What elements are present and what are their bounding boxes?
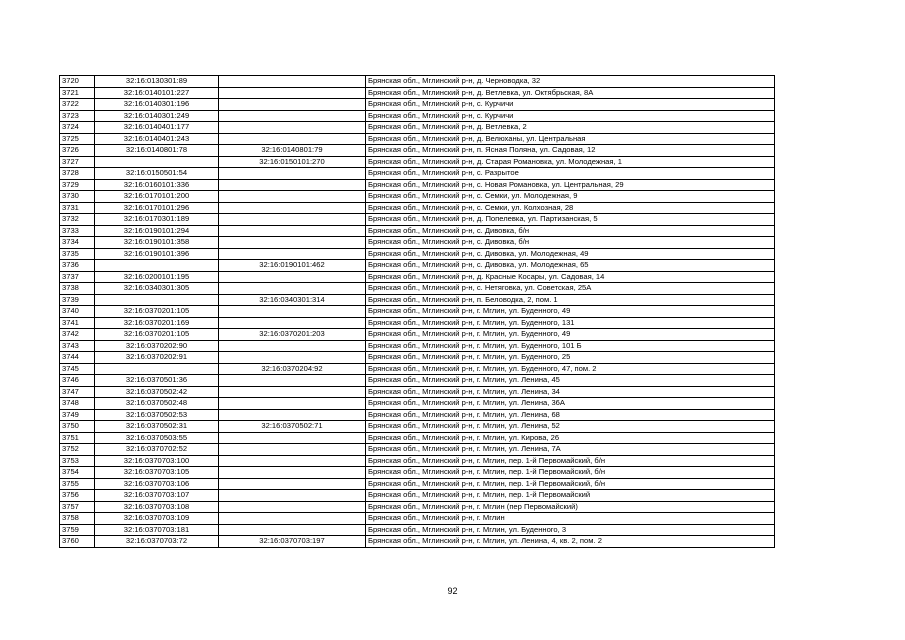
table-row	[60, 283, 775, 295]
table-row	[60, 306, 775, 318]
row-number-cell: 3735	[60, 248, 95, 260]
cadastral-number-cell: 32:16:0370202:90	[95, 340, 219, 352]
cadastral-number-cell: 32:16:0150501:54	[95, 168, 219, 180]
address-cell: Брянская обл., Мглинский р-н, г. Мглин, пер. 1-й Первомайский	[366, 490, 775, 502]
cadastral-number-cell: 32:16:0140401:177	[95, 122, 219, 134]
row-number-cell: 3720	[60, 76, 95, 88]
cadastral-number-cell: 32:16:0370703:109	[95, 513, 219, 525]
cadastral-number-cell: 32:16:0130301:89	[95, 76, 219, 88]
row-number-cell: 3738	[60, 283, 95, 295]
cadastral-number-cell: 32:16:0370703:72	[95, 536, 219, 548]
address-cell: Брянская обл., Мглинский р-н, п. Беловодка, 2, пом. 1	[366, 294, 775, 306]
row-number-cell: 3727	[60, 156, 95, 168]
address-cell: Брянская обл., Мглинский р-н, д. Старая Романовка, ул. Молодежная, 1	[366, 156, 775, 168]
cadastral-number-cell: 32:16:0140801:78	[95, 145, 219, 157]
address-cell: Брянская обл., Мглинский р-н, д. Попелевка, ул. Партизанская, 5	[366, 214, 775, 226]
address-cell: Брянская обл., Мглинский р-н, г. Мглин, ул. Ленина, 52	[366, 421, 775, 433]
row-number-cell: 3741	[60, 317, 95, 329]
row-number-cell: 3740	[60, 306, 95, 318]
table-row	[60, 271, 775, 283]
related-cadastral-number-cell: 32:16:0370703:197	[219, 536, 366, 548]
cadastral-number-cell: 32:16:0160101:336	[95, 179, 219, 191]
address-cell: Брянская обл., Мглинский р-н, с. Дивовка, б/н	[366, 225, 775, 237]
address-cell: Брянская обл., Мглинский р-н, п. Ясная Поляна, ул. Садовая, 12	[366, 145, 775, 157]
address-cell: Брянская обл., Мглинский р-н, с. Дивовка, ул. Молодежная, 49	[366, 248, 775, 260]
table-row	[60, 340, 775, 352]
related-cadastral-number-cell	[219, 467, 366, 479]
cadastral-number-cell: 32:16:0370201:169	[95, 317, 219, 329]
table-row	[60, 536, 775, 548]
address-cell: Брянская обл., Мглинский р-н, г. Мглин, ул. Буденного, 3	[366, 524, 775, 536]
related-cadastral-number-cell	[219, 237, 366, 249]
table-row	[60, 432, 775, 444]
related-cadastral-number-cell	[219, 386, 366, 398]
address-cell: Брянская обл., Мглинский р-н, г. Мглин, ул. Буденного, 49	[366, 329, 775, 341]
cadastral-number-cell: 32:16:0370703:107	[95, 490, 219, 502]
table-row	[60, 398, 775, 410]
address-cell: Брянская обл., Мглинский р-н, с. Дивовка, ул. Молодежная, 65	[366, 260, 775, 272]
address-cell: Брянская обл., Мглинский р-н, г. Мглин, пер. 1-й Первомайский, б/н	[366, 478, 775, 490]
row-number-cell: 3757	[60, 501, 95, 513]
address-cell: Брянская обл., Мглинский р-н, г. Мглин, ул. Буденного, 25	[366, 352, 775, 364]
row-number-cell: 3759	[60, 524, 95, 536]
address-cell: Брянская обл., Мглинский р-н, г. Мглин, ул. Ленина, 7А	[366, 444, 775, 456]
address-cell: Брянская обл., Мглинский р-н, д. Ветлевка, ул. Октябрьская, 8А	[366, 87, 775, 99]
row-number-cell: 3753	[60, 455, 95, 467]
row-number-cell: 3747	[60, 386, 95, 398]
cadastral-number-cell: 32:16:0140101:227	[95, 87, 219, 99]
related-cadastral-number-cell	[219, 179, 366, 191]
related-cadastral-number-cell	[219, 375, 366, 387]
cadastral-number-cell	[95, 294, 219, 306]
table-row	[60, 110, 775, 122]
cadastral-number-cell: 32:16:0370502:48	[95, 398, 219, 410]
related-cadastral-number-cell	[219, 306, 366, 318]
page-number: 92	[447, 586, 458, 596]
table-row	[60, 87, 775, 99]
cadastral-number-cell: 32:16:0370502:31	[95, 421, 219, 433]
table-row	[60, 444, 775, 456]
row-number-cell: 3743	[60, 340, 95, 352]
table-row	[60, 237, 775, 249]
row-number-cell: 3760	[60, 536, 95, 548]
address-cell: Брянская обл., Мглинский р-н, д. Ветлевка, 2	[366, 122, 775, 134]
related-cadastral-number-cell	[219, 352, 366, 364]
row-number-cell: 3751	[60, 432, 95, 444]
row-number-cell: 3723	[60, 110, 95, 122]
related-cadastral-number-cell	[219, 283, 366, 295]
address-cell: Брянская обл., Мглинский р-н, г. Мглин, ул. Буденного, 47, пом. 2	[366, 363, 775, 375]
table-row	[60, 225, 775, 237]
cadastral-number-cell: 32:16:0140301:196	[95, 99, 219, 111]
related-cadastral-number-cell	[219, 432, 366, 444]
address-cell: Брянская обл., Мглинский р-н, г. Мглин, ул. Ленина, 34	[366, 386, 775, 398]
related-cadastral-number-cell	[219, 501, 366, 513]
address-cell: Брянская обл., Мглинский р-н, г. Мглин, ул. Ленина, 36А	[366, 398, 775, 410]
table-row	[60, 329, 775, 341]
registry-table	[59, 75, 775, 548]
row-number-cell: 3758	[60, 513, 95, 525]
table-row	[60, 421, 775, 433]
related-cadastral-number-cell	[219, 202, 366, 214]
cadastral-number-cell	[95, 363, 219, 375]
related-cadastral-number-cell: 32:16:0370201:203	[219, 329, 366, 341]
related-cadastral-number-cell	[219, 225, 366, 237]
row-number-cell: 3732	[60, 214, 95, 226]
cadastral-number-cell	[95, 260, 219, 272]
row-number-cell: 3730	[60, 191, 95, 203]
related-cadastral-number-cell	[219, 513, 366, 525]
address-cell: Брянская обл., Мглинский р-н, с. Курчичи	[366, 99, 775, 111]
cadastral-number-cell: 32:16:0140401:243	[95, 133, 219, 145]
address-cell: Брянская обл., Мглинский р-н, с. Курчичи	[366, 110, 775, 122]
related-cadastral-number-cell	[219, 122, 366, 134]
table-row	[60, 260, 775, 272]
cadastral-number-cell: 32:16:0370703:181	[95, 524, 219, 536]
address-cell: Брянская обл., Мглинский р-н, с. Семки, ул. Молодежная, 9	[366, 191, 775, 203]
table-row	[60, 214, 775, 226]
row-number-cell: 3748	[60, 398, 95, 410]
cadastral-number-cell: 32:16:0370702:52	[95, 444, 219, 456]
table-row	[60, 133, 775, 145]
related-cadastral-number-cell	[219, 317, 366, 329]
row-number-cell: 3754	[60, 467, 95, 479]
table-row	[60, 455, 775, 467]
table-row	[60, 409, 775, 421]
table-row	[60, 501, 775, 513]
cadastral-number-cell: 32:16:0200101:195	[95, 271, 219, 283]
cadastral-number-cell: 32:16:0370501:36	[95, 375, 219, 387]
related-cadastral-number-cell: 32:16:0370502:71	[219, 421, 366, 433]
related-cadastral-number-cell: 32:16:0190101:462	[219, 260, 366, 272]
related-cadastral-number-cell	[219, 110, 366, 122]
table-row	[60, 99, 775, 111]
table-row	[60, 294, 775, 306]
row-number-cell: 3721	[60, 87, 95, 99]
table-row	[60, 248, 775, 260]
table-row	[60, 168, 775, 180]
related-cadastral-number-cell	[219, 214, 366, 226]
cadastral-number-cell: 32:16:0370703:105	[95, 467, 219, 479]
row-number-cell: 3756	[60, 490, 95, 502]
related-cadastral-number-cell	[219, 271, 366, 283]
registry-table-body	[60, 76, 775, 548]
related-cadastral-number-cell: 32:16:0370204:92	[219, 363, 366, 375]
address-cell: Брянская обл., Мглинский р-н, с. Семки, ул. Колхозная, 28	[366, 202, 775, 214]
table-row	[60, 179, 775, 191]
address-cell: Брянская обл., Мглинский р-н, г. Мглин	[366, 513, 775, 525]
table-row	[60, 490, 775, 502]
row-number-cell: 3736	[60, 260, 95, 272]
related-cadastral-number-cell	[219, 99, 366, 111]
address-cell: Брянская обл., Мглинский р-н, г. Мглин, пер. 1-й Первомайский, б/н	[366, 467, 775, 479]
row-number-cell: 3739	[60, 294, 95, 306]
table-row	[60, 317, 775, 329]
table-row	[60, 352, 775, 364]
cadastral-number-cell: 32:16:0370201:105	[95, 329, 219, 341]
row-number-cell: 3725	[60, 133, 95, 145]
address-cell: Брянская обл., Мглинский р-н, г. Мглин (пер Первомайский)	[366, 501, 775, 513]
related-cadastral-number-cell	[219, 191, 366, 203]
table-row	[60, 375, 775, 387]
cadastral-number-cell: 32:16:0370703:108	[95, 501, 219, 513]
row-number-cell: 3724	[60, 122, 95, 134]
row-number-cell: 3749	[60, 409, 95, 421]
address-cell: Брянская обл., Мглинский р-н, г. Мглин, ул. Ленина, 68	[366, 409, 775, 421]
table-row	[60, 513, 775, 525]
related-cadastral-number-cell	[219, 76, 366, 88]
address-cell: Брянская обл., Мглинский р-н, с. Новая Романовка, ул. Центральная, 29	[366, 179, 775, 191]
address-cell: Брянская обл., Мглинский р-н, д. Черноводка, 32	[366, 76, 775, 88]
row-number-cell: 3744	[60, 352, 95, 364]
address-cell: Брянская обл., Мглинский р-н, с. Нетяговка, ул. Советская, 25А	[366, 283, 775, 295]
cadastral-number-cell: 32:16:0370202:91	[95, 352, 219, 364]
table-row	[60, 156, 775, 168]
related-cadastral-number-cell	[219, 248, 366, 260]
cadastral-number-cell: 32:16:0370703:106	[95, 478, 219, 490]
cadastral-number-cell: 32:16:0170301:189	[95, 214, 219, 226]
cadastral-number-cell: 32:16:0170101:200	[95, 191, 219, 203]
cadastral-number-cell: 32:16:0170101:296	[95, 202, 219, 214]
related-cadastral-number-cell	[219, 490, 366, 502]
table-row	[60, 386, 775, 398]
row-number-cell: 3742	[60, 329, 95, 341]
related-cadastral-number-cell: 32:16:0340301:314	[219, 294, 366, 306]
address-cell: Брянская обл., Мглинский р-н, с. Дивовка, б/н	[366, 237, 775, 249]
cadastral-number-cell: 32:16:0190101:294	[95, 225, 219, 237]
related-cadastral-number-cell	[219, 455, 366, 467]
row-number-cell: 3750	[60, 421, 95, 433]
related-cadastral-number-cell	[219, 168, 366, 180]
row-number-cell: 3746	[60, 375, 95, 387]
table-row	[60, 191, 775, 203]
address-cell: Брянская обл., Мглинский р-н, д. Велюханы, ул. Центральная	[366, 133, 775, 145]
table-row	[60, 524, 775, 536]
related-cadastral-number-cell	[219, 133, 366, 145]
cadastral-number-cell: 32:16:0340301:305	[95, 283, 219, 295]
cadastral-number-cell: 32:16:0370503:55	[95, 432, 219, 444]
address-cell: Брянская обл., Мглинский р-н, д. Красные Косары, ул. Садовая, 14	[366, 271, 775, 283]
address-cell: Брянская обл., Мглинский р-н, с. Разрытое	[366, 168, 775, 180]
table-row	[60, 478, 775, 490]
cadastral-number-cell	[95, 156, 219, 168]
cadastral-number-cell: 32:16:0190101:358	[95, 237, 219, 249]
address-cell: Брянская обл., Мглинский р-н, г. Мглин, ул. Ленина, 45	[366, 375, 775, 387]
cadastral-number-cell: 32:16:0370703:100	[95, 455, 219, 467]
address-cell: Брянская обл., Мглинский р-н, г. Мглин, ул. Кирова, 26	[366, 432, 775, 444]
address-cell: Брянская обл., Мглинский р-н, г. Мглин, ул. Буденного, 131	[366, 317, 775, 329]
row-number-cell: 3734	[60, 237, 95, 249]
address-cell: Брянская обл., Мглинский р-н, г. Мглин, ул. Ленина, 4, кв. 2, пом. 2	[366, 536, 775, 548]
cadastral-number-cell: 32:16:0190101:396	[95, 248, 219, 260]
related-cadastral-number-cell	[219, 398, 366, 410]
row-number-cell: 3752	[60, 444, 95, 456]
related-cadastral-number-cell	[219, 340, 366, 352]
row-number-cell: 3755	[60, 478, 95, 490]
row-number-cell: 3728	[60, 168, 95, 180]
table-row	[60, 202, 775, 214]
address-cell: Брянская обл., Мглинский р-н, г. Мглин, ул. Буденного, 101 Б	[366, 340, 775, 352]
row-number-cell: 3729	[60, 179, 95, 191]
row-number-cell: 3726	[60, 145, 95, 157]
row-number-cell: 3745	[60, 363, 95, 375]
related-cadastral-number-cell	[219, 524, 366, 536]
related-cadastral-number-cell	[219, 87, 366, 99]
address-cell: Брянская обл., Мглинский р-н, г. Мглин, пер. 1-й Первомайский, б/н	[366, 455, 775, 467]
row-number-cell: 3731	[60, 202, 95, 214]
related-cadastral-number-cell: 32:16:0150101:270	[219, 156, 366, 168]
row-number-cell: 3737	[60, 271, 95, 283]
related-cadastral-number-cell	[219, 409, 366, 421]
cadastral-number-cell: 32:16:0140301:249	[95, 110, 219, 122]
table-row	[60, 76, 775, 88]
related-cadastral-number-cell	[219, 478, 366, 490]
row-number-cell: 3722	[60, 99, 95, 111]
cadastral-number-cell: 32:16:0370502:53	[95, 409, 219, 421]
cadastral-number-cell: 32:16:0370201:105	[95, 306, 219, 318]
table-row	[60, 363, 775, 375]
table-row	[60, 145, 775, 157]
row-number-cell: 3733	[60, 225, 95, 237]
related-cadastral-number-cell: 32:16:0140801:79	[219, 145, 366, 157]
cadastral-number-cell: 32:16:0370502:42	[95, 386, 219, 398]
table-row	[60, 467, 775, 479]
related-cadastral-number-cell	[219, 444, 366, 456]
table-row	[60, 122, 775, 134]
address-cell: Брянская обл., Мглинский р-н, г. Мглин, ул. Буденного, 49	[366, 306, 775, 318]
